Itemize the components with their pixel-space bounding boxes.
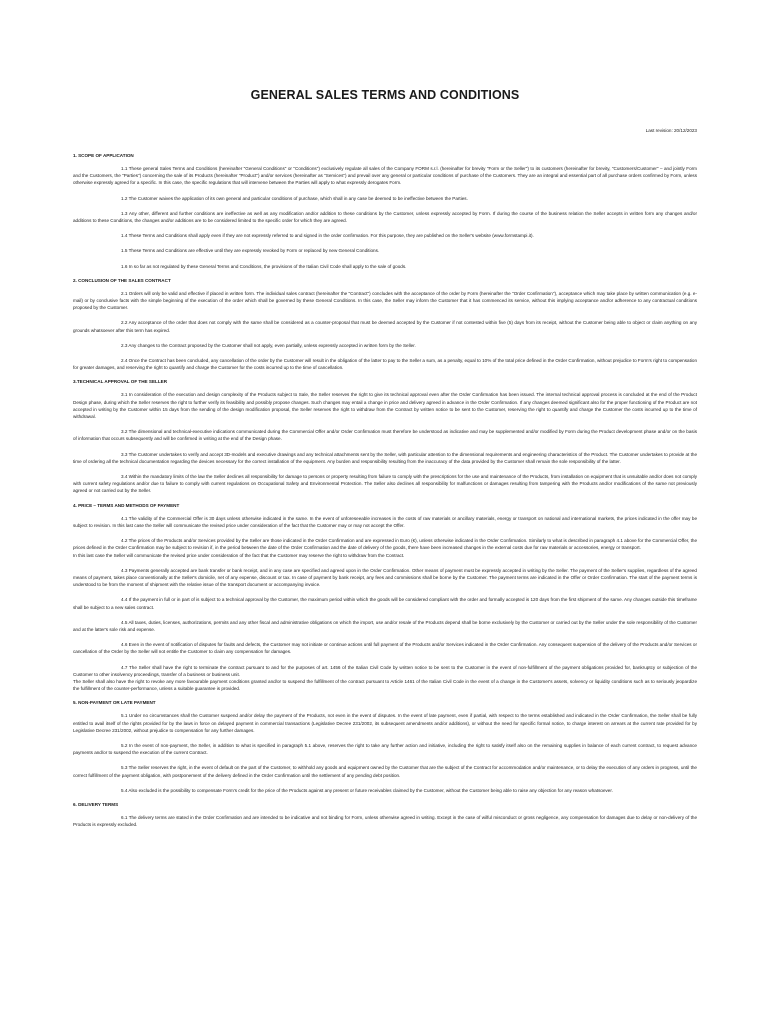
document-title: GENERAL SALES TERMS AND CONDITIONS (250, 88, 520, 102)
section-paragraph: 2.2 Any acceptance of the order that does not comply with the same shall be considered as a counter-proposal that must be deemed accepted by the Customer if not contested within five (5) days from its receipt, without the Customer being able to object or claim anything on any grounds whatsoever after this term has expired. (73, 320, 697, 333)
section-paragraph: 1.1 These general Sales Terms and Conditions (hereinafter "General Conditions" or "Conditions") exclusively regulate all sales of the Company FORM s.r.l. (hereinafter for brevity "Form or the Seller") to its customers (hereinafter for brevity, "Customers/Customer" – and jointly Form and the Customers, the "Parties") concerning the sale of its Products (hereinafter "Product") and/or services (hereinafter as "Services") and prevail over any general or particular conditions of purchase of the Customers. They are an integral and essential part of all purchase orders confirmed by Form, unless otherwise expressly agreed for a specific. In this case, the specific regulations that will intervene between the Parties will apply to what expressly derogates Form. (73, 166, 697, 186)
section-paragraph: 1.6 In so far as not regulated by these General Terms and Conditions, the provisions of the Italian Civil Code shall apply to the sale of goods. (121, 263, 407, 269)
section-paragraph: 3.4 Within the mandatory limits of the law the Seller declines all responsibility for damage to persons or property resulting from failure to comply with the prescriptions for the use and maintenance of the Products, from installation on equipment that is unsuitable and/or does not comply with current safety regulations and/or due to failure to comply with current regulations on Occupational Safety and Environmental Protection. The Seller also declines all responsibility for malfunctions or damages resulting from tampering with the Products and/or modifications of the same not previously agreed or not carried out by the Seller. (73, 474, 697, 494)
section-paragraph: 4.7 The Seller shall have the right to terminate the contract pursuant to and for the purposes of art. 1456 of the Italian Civil Code by written notice to be sent to the Customer in the event of non-fulfillment of the payment obligations provided for, bankruptcy or subjection of the Customer to other insolvency proceedings, transfer of a business or business unit. (73, 664, 697, 677)
section-paragraph: 4.6 Even in the event of notification of disputes for faults and defects, the Customer may not initiate or continue actions until full payment of the Products and/or Services indicated in the Order Confirmation. Any consequent suspension of the delivery of the Products and/or Services or cancellation of the Order by the Seller will not entitle the Customer to claim any compensation for damages. (73, 642, 697, 655)
section-paragraph: 5.3 The Seller reserves the right, in the event of default on the part of the Customer, to withhold any goods and equipment owned by the Customer that are the subject of the Contract for accommodation and/or maintenance, or to delay the execution of any orders in progress, until the correct fulfillment of the payment obligation, with postponement of the delivery defined in the Order Confirmation until the settlement of any pending debt position. (73, 765, 697, 778)
section-paragraph: 5.1 Under no circumstances shall the Customer suspend and/or delay the payment of the Products, not even in the event of disputes. In the event of late payment, even if partial, with respect to the terms established and indicated in the Order Confirmation, the Seller shall be fully entitled to avail itself of the rights provided for by the laws in force on delayed payment in commercial transactions (Legislative Decree 231/2002, its subsequent amendments and/or additions), or without the need for specific formal notice, to charge interest on arrears at the current rate provided for by Legislative Decree 231/2002, without prejudice to compensation for any further damages. (73, 713, 697, 733)
section-paragraph: 1.4 These Terms and Conditions shall apply even if they are not expressly referred to and signed in the order confirmation. For this purpose, they are published on the Seller's website (www.formstampi.it). (121, 233, 534, 239)
section-paragraph: 4.4 If the payment in full or in part of is subject to a technical approval by the Customer, the maximum period within which the goods will be considered compliant with the order and formally accepted is 120 days from the first shipment of the same. Any changes outside this timeframe shall be subject to a new sales contract. (73, 597, 697, 610)
section-paragraph: 2.3 Any changes to the Contract proposed by the Customer shall not apply, even partially, unless expressly accepted in written form by the Seller. (121, 342, 416, 348)
section-paragraph: 3.1 In consideration of the execution and design complexity of the Products subject to Sale, the Seller reserves the right to give its technical approval even after the Order Confirmation has been issued. The internal technical approval process is concluded at the end of the Product Design phase, during which the Seller reserves the right to further verify its feasibility and possibly propose changes. Such changes may entail a change in price and delivery agreed in advance in the Order Confirmation. If any changes deemed significant also for the proper functioning of the Product are not accepted in writing by the Customer within 15 days from the sending of the design modification proposal, the Seller reserves the right to withdraw from the Contract by written notice to be sent to the Customer, reserving the right to quantify and charge the Customer the costs incurred up to the time of withdrawal. (73, 392, 697, 420)
section-paragraph: In this last case the Seller will communicate the revised price under consideration of the fact that the Customer may reserve the right to withdraw from the Contract. (73, 552, 405, 558)
section-paragraph: 5.4 Also excluded is the possibility to compensate Form's credit for the price of the Products against any present or future receivables claimed by the Customer, without the Customer being able to raise any objection for any reason whatsoever. (121, 787, 613, 793)
section-paragraph: 4.3 Payments generally accepted are bank transfer or bank receipt, and in any case are specified and agreed upon in the Order Confirmation. Other means of payment must be expressly accepted in writing by the Seller. The payment of the Seller's supplies, regardless of the agreed means of payment, takes place conventionally at the Seller's domicile, net of any expense, discount or tax. In case of payment by bank receipt, any fees and commissions shall be borne by the Customer. The payment terms are indicated in the Offer or Order Confirmation. The start of the payment terms is understood to be from the moment of shipment with the relative issue of the transport document or accompanying invoice. (73, 567, 697, 588)
section-paragraph: 2.1 Orders will only be valid and effective if placed in written form. The individual sales contract (hereinafter the "Contract") concludes with the acceptance of the order by Form (hereinafter the "Order Confirmation"), acceptance which may take place by written communication (e.g. e-mail) or by conclusive facts with the simple beginning of the execution of the order which shall be governed by these General Conditions. In this case, the Seller may inform the Customer that it has commenced its service, without this implying acceptance and/or adherence to any contractual conditions proposed by the Customer. (73, 290, 697, 311)
section-heading: 4. PRICE – TERMS AND METHODS OF PAYMENT (73, 502, 180, 508)
section-paragraph: 6.1 The delivery terms are stated in the Order Confirmation and are intended to be indicative and not binding for Form, unless otherwise agreed in writing. Except in the case of wilful misconduct or gross negligence, any compensation for damages due to delay or non-delivery of the Products is expressly excluded. (73, 814, 697, 828)
section-heading: 1. SCOPE OF APPLICATION (73, 153, 134, 158)
section-paragraph: 4.1 The validity of the Commercial Offer is 30 days unless otherwise indicated in the same. In the event of unforeseeable increases in the costs of raw materials or ancillary materials, energy or transport on national and international markets, the prices indicated in the offer may be subject to revision. In this last case the Seller will communicate the revised price under consideration of the fact that the Customer may or may not accept the Offer. (73, 515, 697, 528)
section-paragraph: The Seller shall also have the right to revoke any more favourable payment conditions granted and/or to suspend the fulfillment of the contract pursuant to Article 1461 of the Italian Civil Code in the event of a change in the Customer's assets, solvency or liquidity conditions such as to seriously jeopardize the fulfillment of the counter-performance, unless a suitable guarantee is provided. (73, 678, 697, 692)
revision-date: Last revision: 20/12/2023 (645, 128, 697, 133)
section-paragraph: 3.2 The dimensional and technical-executive indications communicated during the Commercial Offer and/or Order Confirmation must therefore be understood as indicative and may be supplemented and/or modified by Form during the Product development phase and/or on the basis of information that occurs subsequently and will be confirmed in writing at the end of the Design phase. (73, 429, 697, 442)
section-heading: 3.TECHNICAL APPROVAL OF THE SELLER (73, 379, 168, 385)
section-paragraph: 1.5 These Terms and Conditions are effective until they are expressly revoked by Form or replaced by new General Conditions. (121, 248, 380, 254)
section-heading: 5. NON-PAYMENT OR LATE PAYMENT (73, 700, 156, 706)
section-paragraph: 2.4 Once the Contract has been concluded, any cancellation of the order by the Customer will result in the obligation of the latter to pay to the Seller a sum, as a penalty, equal to 10% of the total price defined in the Order Confirmation, without prejudice to Form's right to compensation for greater damages, and reserving the right to quantify and charge the Customer for the costs incurred up to the time of cancellation. (73, 358, 697, 371)
section-paragraph: 4.2 The prices of the Products and/or Services provided by the Seller are those indicated in the Order Confirmation and are expressed in Euro (€), unless otherwise indicated in the Order Confirmation. Similarly to what is described in paragraph 4.1 above for the Commercial Offer, the prices defined in the Order Confirmation may be subject to revision if, in the period between the date of the Order Confirmation and the date of delivery of the goods, there have been increased changes in the external costs due for raw materials or accessories, energy or transport. (73, 538, 697, 551)
section-paragraph: 1.3 Any other, different and further conditions are ineffective as well as any modification and/or addition to these conditions by the Customer, unless expressly accepted by Form. If during the course of the business relation the Seller accepts in written form any changes and/or additions to these Conditions, the changes and/or additions are to be considered limited to the specific order for which they are agreed. (73, 210, 697, 224)
section-heading: 2. CONCLUSION OF THE SALES CONTRACT (73, 277, 171, 283)
section-paragraph: 5.2 In the event of non-payment, the Seller, in addition to what is specified in paragraph 5.1 above, reserves the right to take any further action and initiative, including the right to satisfy itself also on the remaining supplies in balance of each current contract, to request advance payments and/or to suspend the execution of the current Contract. (73, 742, 697, 756)
section-paragraph: 1.2 The Customer waives the application of its own general and particular conditions of purchase, which shall in any case be deemed to be ineffective between the Parties. (121, 195, 468, 201)
section-paragraph: 4.5 All taxes, duties, licenses, authorizations, permits and any other fiscal and administrative obligations on which the import, use and/or resale of the Products depend shall be borne exclusively by the Customer or carried out by the Seller under the sole responsibility of the Customer and at the latter's sole risk and expense. (73, 619, 697, 632)
section-paragraph: 3.3 The Customer undertakes to verify and accept 3D-models and executive drawings and any technical attachments sent by the Seller, with particular attention to the dimensional requirements and engineering characteristics of the Product. The Customer undertakes to provide at the time of ordering all the technical documentation regarding the devices necessary for the correct installation of the equipment. Any burden and responsibility resulting from the inaccuracy of the data provided by the Customer shall remain the sole responsibility of the latter. (73, 451, 697, 464)
section-heading: 6. DELIVERY TERMS (73, 801, 119, 807)
sections-container (73, 153, 697, 828)
